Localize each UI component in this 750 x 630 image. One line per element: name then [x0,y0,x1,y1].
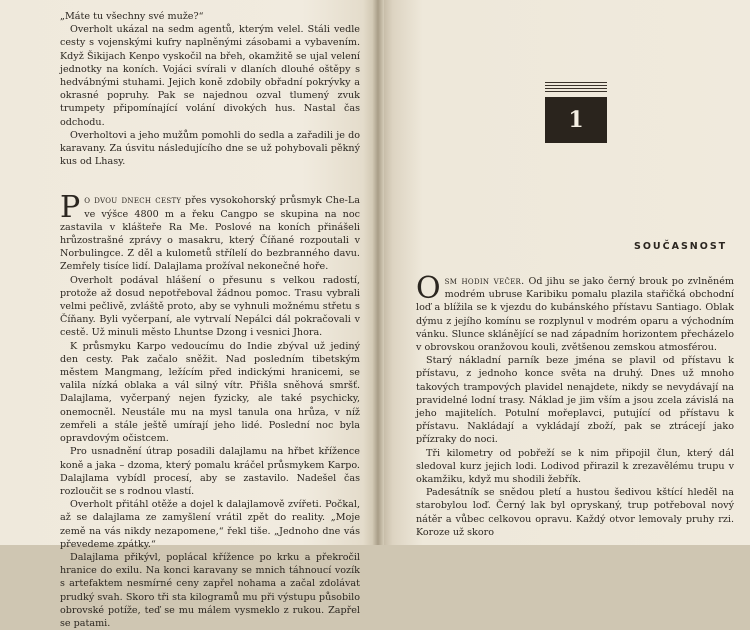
paragraph: K průsmyku Karpo vedoucímu do Indie zbýval už jediný den cesty. Pak začalo sněžit. Nad posledním tibetským městem Mangmang, ležícím před indickými hranicemi, se valila nízká oblaka a vál silný vítr. Přišla sněhová smršť. Dalajlama, vyčerpaný nejen fyzicky, ale také psychicky, onemocněl. Neustále mu na mysl tanula ona hrůza, v níž zemřeli a stále ještě umírají jeho lidé. Poslední noc byla opravdovým očistcem. [60,340,360,445]
right-page-text [416,271,735,539]
paragraph: Overholt podával hlášení o přesunu s velkou radostí, protože až dosud nepotřeboval žádnou pomoc. Trasu vybrali velmi pečlivě, zvláště proto, aby se vyhnuli možnému střetu s Číňany. Byli vyčerpaní, ale vytrvalí Nepálci dál pokračovali v cestě. Už minuli město Lhuntse Dzong i vesnici Jhora. [60,274,360,339]
section-opening-paragraph [416,271,735,354]
paragraph: Padesátník se snědou pletí a hustou šedivou kštící hleděl na starobylou loď. Černý lak byl opryskaný, trup potřeboval nový nátěr a vůbec celkovou opravu. Každý otvor lemovaly pruhy rzi. Koroze už skoro [416,487,734,538]
drop-cap: O [416,271,441,306]
chapter-marker [545,82,607,141]
paragraph: Dalajlama přikývl, poplácal křížence po krku a překročil hranice do exilu. Na konci karavany se mnich táhnoucí vozík s artefaktem nesmírné ceny zapřel nohama a začal zdolávat prudký svah. Skoro tři sta kilogramů mu při výstupu působilo obrovské potíže, teď se mu málem vysmeklo z rukou. Zapřel se patami. [60,551,360,629]
paragraph: „Máte tu všechny své muže?“ [60,11,204,22]
paragraph-text: Od jihu se jako černý brouk po zvlněném modrém ubruse Karibiku pomalu plazila stařičká obchodní loď a blížila se k vjezdu do kubánského přístavu Santiago. Oblak dýmu z jejího komínu se rozplynul v modrém oparu a východním vánku. Slunce sklánějící se nad západním horizontem přecházelo v obrovskou oranžovou kouli, zvětšenou zemskou atmosférou. [416,276,735,354]
lead-in-smallcaps: o dvou dnech cesty [84,195,182,207]
paragraph-text: přes vysokohorský průsmyk Che-La ve výšce 4800 m a řeku Cangpo se skupina na noc zastavila v klášteře Ra Me. Poslové na koních přinášeli hrůzostrašné zprávy o masakru, který Číňané rozpoutali v Norbulingce. Z děl a kulometů střílelí do bezbranného davu. Zemřely tisíce lidí. Dalajlama prožíval nekonečné hoře. [60,195,360,273]
section-title: SOUČASNOST [634,241,728,252]
left-page-text [60,10,360,630]
section-opening-paragraph [60,190,360,273]
chapter-rules [545,85,607,94]
paragraph: Starý nákladní parník beze jména se plavil od přístavu k přístavu, z jednoho konce světa na druhý. Dnes už mnoho takových trampových plavidel nenajdete, nikdy se nevydávají na pravidelné lodní trasy. Náklad je jim vším a jsou zcela závislá na jeho majitelích. Potulní mořeplavci, putující od přístavu k přístavu. Nakládají a vykládají zboží, pak se ztrácejí jako přízraky do noci. [416,355,734,446]
paragraph: Pro usnadnění útrap posadili dalajlamu na hřbet křížence koně a jaka – dzoma, který pomalu kráčel průsmykem Karpo. Dalajlama vybídl procesí, aby se zastavilo. Nadešel čas rozloučit se s rodnou vlastí. [60,446,360,497]
paragraph: Tři kilometry od pobřeží se k nim připojil člun, který dál sledoval kurz jejich lodi. Lodivod přirazil k zrezavělému trupu v okamžiku, když mu shodili žebřík. [416,447,734,486]
paragraph: Overholtovi a jeho mužům pomohli do sedla a zařadili je do karavany. Za úsvitu následujícího dne se už pohybovali pěkný kus od Lhasy. [60,129,360,168]
chapter-number: 1 [545,97,607,143]
book-gutter [372,0,384,545]
paragraph: Overholt přitáhl otěže a dojel k dalajlamově zvířeti. Počkal, až se dalajlama ze zamyšlení vrátil zpět do reality. „Moje země na vás nikdy nezapomene,“ řekl tiše. „Jednoho dne vás převedeme zpátky.“ [60,499,360,550]
right-page [378,0,750,545]
paragraph: Overholt ukázal na sedm agentů, kterým velel. Stáli vedle cesty s vojenskými kufry naplněnými zásobami a vybavením. Když Šikijach Kenpo vyskočil na břeh, okamžitě se ujal velení jednotky na koních. Vojáci svírali v dlaních dlouhé oštěpy s hedvábnými stuhami. Jejich koně zdobily obřadní pokrývky a okrasné popruhy. Pak se najednou ozval tlumený zvuk trumpety připomínající volání divokých hus. Nastal čas odchodu. [60,24,360,128]
section-break [60,168,360,194]
drop-cap: P [60,190,81,226]
lead-in-smallcaps: sm hodin večer. [444,276,525,287]
